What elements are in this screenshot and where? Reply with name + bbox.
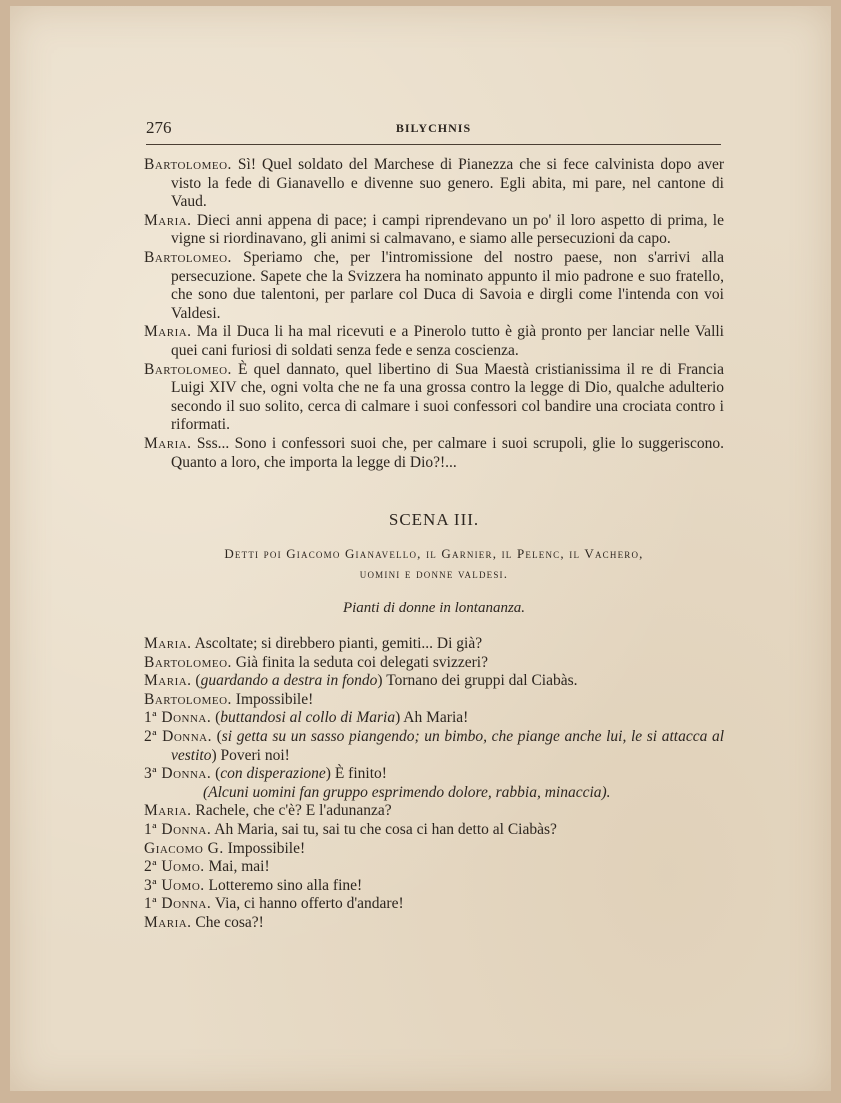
speaker-name: Bartolomeo. (144, 690, 232, 708)
speech-text: Sss... Sono i confessori suoi che, per calmare i suoi scrupoli, glie lo suggeriscono. Quanto a loro, che importa la legge di Dio?!... (171, 434, 724, 471)
speaker-name: 1ª Donna. (144, 895, 212, 913)
speaker-name: 1ª Donna. (144, 709, 212, 727)
speaker-name: Maria. (144, 914, 192, 931)
speech: 2ª Donna. (si getta su un sasso piangendo; un bimbo, che piange anche lui, le si attacca al vestito) Poveri noi! (144, 728, 724, 764)
speech (144, 212, 724, 249)
speech-text: Ah Maria, sai tu, sai tu che cosa ci han detto al Ciabàs? (211, 821, 557, 839)
dialogue-part-one (144, 156, 724, 472)
speech (144, 691, 724, 710)
speaker-name: Bartolomeo. (144, 360, 232, 378)
speech-text: Sì! Quel soldato del Marchese di Pianezza che si fece calvinista dopo aver visto la fede di Gianavello e divenne suo genero. Egli abita, mi pare, nel cantone di Vaud. (171, 156, 724, 211)
speech (144, 895, 724, 914)
speech-text: Impossibile! (231, 690, 314, 708)
cast-line: uomini e donne valdesi. (359, 566, 509, 582)
page-body (144, 156, 724, 933)
speech (144, 877, 724, 896)
speech-text: Speriamo che, per l'intromissione del nostro paese, non s'arrivi alla persecuzione. Sapete che la Svizzera ha nominato appunto il mio padrone e suo fratello, che sono due talentoni, per parlare col Duca di Savoia e dirgli come l'intenda con voi Valdesi. (171, 248, 724, 322)
speaker-name: 2ª Donna. (144, 728, 212, 746)
page-number: 276 (146, 118, 172, 137)
offstage-direction: Pianti di donne in lontananza. (342, 600, 526, 617)
speech-text: Dieci anni appena di pace; i campi riprendevano un po' il loro aspetto di prima, le vigne si riordinavano, gli animi si calmavano, e siamo alle persecuzioni da capo. (171, 211, 724, 248)
speech-text: Già finita la seduta coi delegati svizzeri? (231, 653, 488, 671)
speaker-name: Giacomo G. (144, 839, 224, 857)
speaker-name: Maria. (144, 211, 192, 229)
speech: 1ª Donna. (buttandosi al collo di Maria) Ah Maria! (144, 709, 469, 727)
speech (144, 821, 724, 840)
speaker-name: 3ª Donna. (144, 765, 212, 783)
speech-text: È finito! (330, 765, 387, 783)
speech (144, 156, 724, 212)
stage-direction: guardando a destra in fondo (200, 672, 378, 690)
speech (144, 323, 724, 360)
speech-text: Rachele, che c'è? E l'adunanza? (191, 802, 392, 820)
speech-text: È quel dannato, quel libertino di Sua Maestà cristianissima il re di Francia Luigi XIV che, ogni volta che ne fa una grossa contro la legge di Dio, qualche adulterio secondo il suo solito, cerca di calmare i suoi confessori col bandire una crociata contro i riformati. (171, 360, 724, 434)
speaker-name: 3ª Uomo. (144, 876, 205, 894)
speaker-name: 1ª Donna. (144, 821, 212, 839)
stage-direction: (Alcuni uomini fan gruppo esprimendo dolore, rabbia, minaccia). (203, 783, 611, 801)
speech (144, 840, 724, 859)
speaker-name: Bartolomeo. (144, 248, 232, 266)
speech (144, 361, 724, 435)
speech-text: Che cosa?! (191, 914, 264, 931)
speech-text: Tornano dei gruppi dal Ciabàs. (382, 672, 578, 690)
speaker-name: Bartolomeo. (144, 653, 232, 671)
speech (144, 802, 724, 821)
speech-text: Via, ci hanno offerto d'andare! (211, 895, 404, 913)
speech (144, 249, 724, 323)
speaker-name: Bartolomeo. (144, 156, 232, 173)
speaker-name: Maria. (144, 672, 192, 690)
running-title: BILYCHNIS (395, 121, 472, 135)
speaker-name: Maria. (144, 635, 192, 653)
stage-direction: buttandosi al collo di Maria (220, 709, 396, 727)
book-page (10, 6, 831, 1091)
speech (144, 858, 724, 877)
speech: 3ª Donna. (con disperazione) È finito! (144, 765, 387, 783)
speech-text: Mai, mai! (204, 858, 270, 876)
cast-line: Detti poi Giacomo Gianavello, il Garnier, il Pelenc, il Vachero, (224, 546, 644, 562)
cast-list (144, 544, 724, 584)
speech-text: Ma il Duca li ha mal ricevuti e a Pinerolo tutto è già pronto per lanciar nelle Valli quei cani furiosi di soldati senza fede e senza coscienza. (171, 323, 724, 359)
speech: Maria. (guardando a destra in fondo) Tornano dei gruppi dal Ciabàs. (144, 672, 578, 690)
speaker-name: Maria. (144, 323, 192, 341)
dialogue-part-two (144, 635, 724, 933)
speech-text: Ah Maria! (400, 709, 469, 727)
speech-text: Impossibile! (223, 839, 306, 857)
stage-direction: con disperazione (220, 765, 326, 783)
scene-title: SCENA III. (388, 510, 480, 530)
speech (144, 914, 724, 933)
speech-text: Poveri noi! (216, 746, 290, 764)
speech (144, 654, 724, 673)
speech-text: Lotteremo sino alla fine! (204, 876, 363, 894)
speaker-name: Maria. (144, 802, 192, 820)
speech (144, 435, 724, 472)
page-header (146, 118, 721, 145)
speech (144, 635, 724, 654)
speech-text: Ascoltate; si direbbero pianti, gemiti... Di già? (191, 635, 483, 653)
stage-direction: si getta su un sasso piangendo; un bimbo, che piange anche lui, le si attacca al vestito (171, 728, 724, 764)
speaker-name: 2ª Uomo. (144, 858, 205, 876)
speaker-name: Maria. (144, 434, 192, 452)
